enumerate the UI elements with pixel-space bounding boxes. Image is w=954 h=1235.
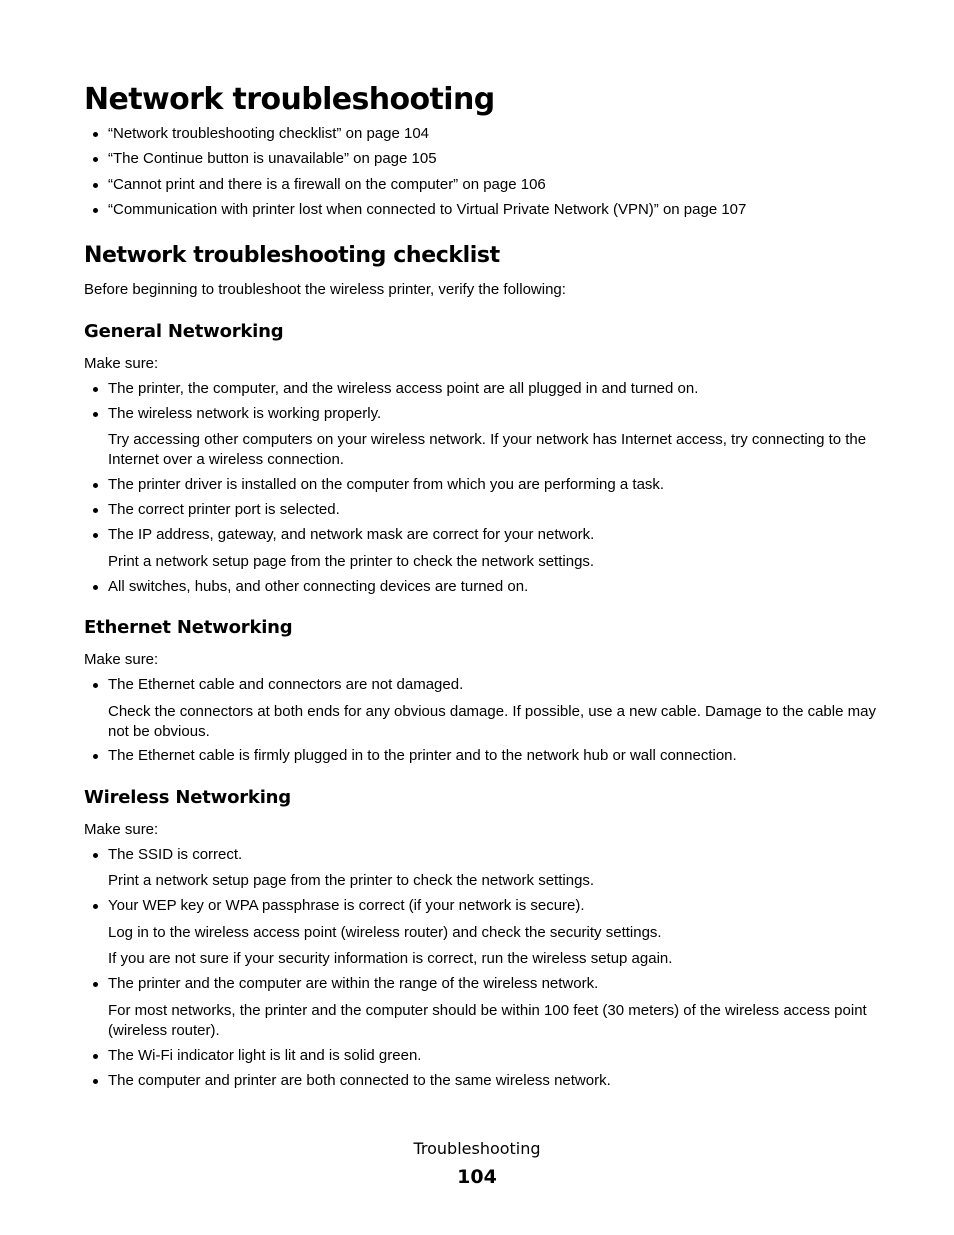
general-bullet: The printer, the computer, and the wireless access point are all plugged in and turned on. <box>108 380 699 397</box>
general-bullet: All switches, hubs, and other connecting devices are turned on. <box>108 578 529 595</box>
wireless-note: If you are not sure if your security information is correct, run the wireless setup again. <box>108 950 673 967</box>
general-bullet: The IP address, gateway, and network mask are correct for your network. <box>108 526 595 543</box>
wireless-bullet: The SSID is correct. <box>108 846 243 863</box>
wireless-note: For most networks, the printer and the computer should be within 100 feet (30 meters) of the wireless access point (wireless router). <box>108 1002 867 1039</box>
general-note: Try accessing other computers on your wireless network. If your network has Internet access, try connecting to the Internet over a wireless connection. <box>108 431 867 468</box>
toc-link-continue-button[interactable]: “The Continue button is unavailable” on page 105 <box>108 150 437 167</box>
general-bullet: The printer driver is installed on the computer from which you are performing a task. <box>108 476 665 493</box>
subsection-heading-wireless: Wireless Networking <box>84 787 291 808</box>
wireless-bullet: The computer and printer are both connected to the same wireless network. <box>108 1072 611 1089</box>
page-title: Network troubleshooting <box>84 82 495 117</box>
toc-link-checklist[interactable]: “Network troubleshooting checklist” on page 104 <box>108 125 430 142</box>
footer-section-name: Troubleshooting <box>413 1139 541 1158</box>
general-make-sure: Make sure: <box>84 355 159 372</box>
ethernet-bullet: The Ethernet cable is firmly plugged in to the printer and to the network hub or wall connection. <box>108 747 737 764</box>
subsection-heading-general: General Networking <box>84 321 284 342</box>
checklist-intro: Before beginning to troubleshoot the wireless printer, verify the following: <box>84 281 566 298</box>
wireless-bullet: The printer and the computer are within the range of the wireless network. <box>108 975 599 992</box>
footer-page-number: 104 <box>457 1166 497 1188</box>
general-note: Print a network setup page from the printer to check the network settings. <box>108 553 595 570</box>
general-bullet: The wireless network is working properly. <box>108 405 382 422</box>
wireless-note: Print a network setup page from the printer to check the network settings. <box>108 872 595 889</box>
ethernet-bullet: The Ethernet cable and connectors are not damaged. <box>108 676 464 693</box>
ethernet-make-sure: Make sure: <box>84 651 159 668</box>
subsection-heading-ethernet: Ethernet Networking <box>84 617 293 638</box>
toc-link-vpn[interactable]: “Communication with printer lost when connected to Virtual Private Network (VPN)” on page 107 <box>108 201 747 218</box>
ethernet-note: Check the connectors at both ends for any obvious damage. If possible, use a new cable. Damage to the cable may not be obvious. <box>108 703 876 740</box>
wireless-make-sure: Make sure: <box>84 821 159 838</box>
toc-link-firewall[interactable]: “Cannot print and there is a firewall on the computer” on page 106 <box>108 176 546 193</box>
wireless-note: Log in to the wireless access point (wireless router) and check the security settings. <box>108 924 662 941</box>
section-heading-checklist: Network troubleshooting checklist <box>84 243 500 268</box>
general-bullet: The correct printer port is selected. <box>108 501 340 518</box>
wireless-bullet: The Wi-Fi indicator light is lit and is solid green. <box>108 1047 422 1064</box>
wireless-bullet: Your WEP key or WPA passphrase is correct (if your network is secure). <box>108 897 585 914</box>
